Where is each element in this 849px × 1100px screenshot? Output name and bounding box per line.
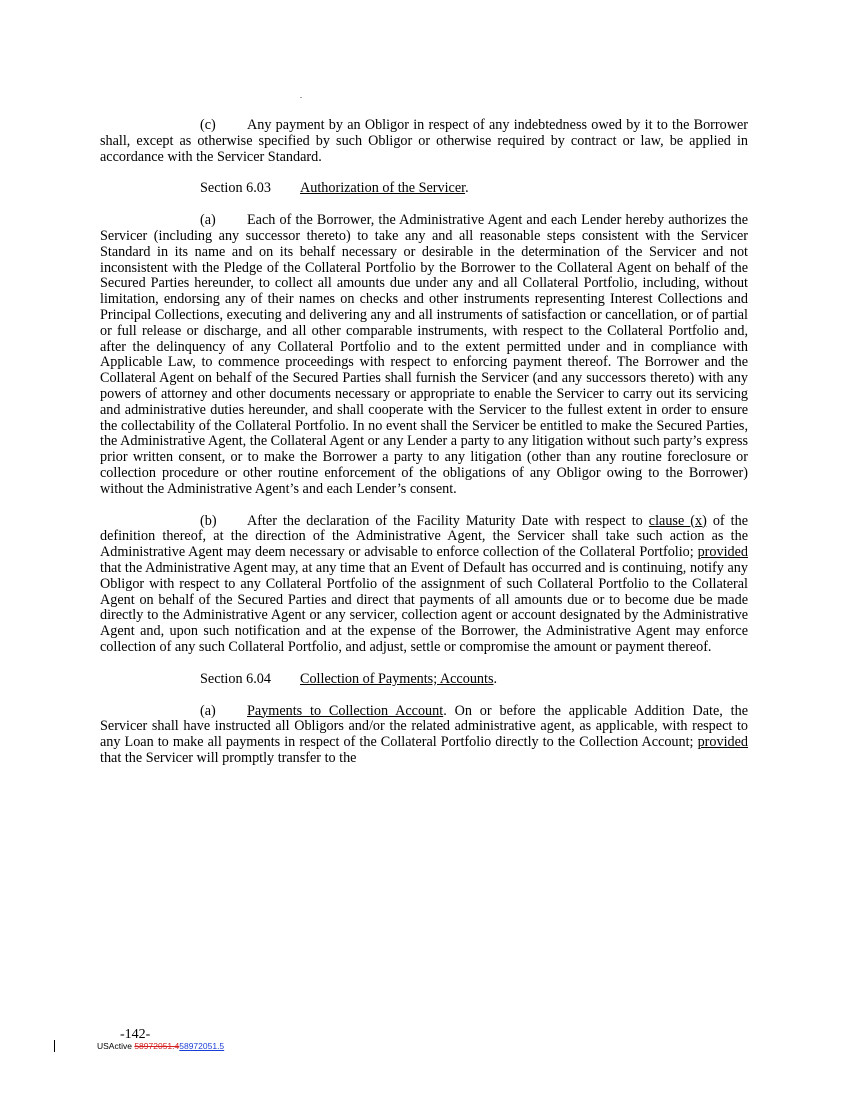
paragraph-c [100,118,748,165]
section-number: Section 6.03 [200,180,271,197]
page-number: -142- [120,1027,151,1042]
paragraph-6-03-a [100,213,748,497]
paragraph-text: Any payment by an Obligor in respect of any indebtedness owed by it to the Borrower shall, except as otherwise specified by such Obligor or otherwise required by contract or law, be applied in accordance with the Servicer Standard. [100,117,748,165]
doc-id-deleted: 58972051.4 [134,1041,180,1051]
paragraph-6-04-a: (a) Payments to Collection Account. On or before the applicable Addition Date, the Servicer shall have instructed all Obligors and/or the related administrative agent, as applicable, with respect to any Loan to make all payments in respect of the Collateral Portfolio directly to the Collection Account; provided that the Servicer will promptly transfer to the [100,702,748,766]
clause-reference: clause (x) [648,512,707,529]
revision-change-bar [54,1040,55,1052]
section-title: Collection of Payments; Accounts [300,670,494,687]
proviso-term: provided [697,544,748,561]
doc-id-prefix: USActive [97,1041,135,1051]
paragraph-subtitle: Payments to Collection Account [247,702,444,719]
section-number: Section 6.04 [200,670,271,687]
section-title: Authorization of the Servicer [300,180,466,197]
proviso-term: provided [697,734,748,751]
paragraph-label: (a) [200,702,216,719]
document-body [100,118,748,783]
stray-mark: . [300,91,302,100]
paragraph-text: Each of the Borrower, the Administrative Agent and each Lender hereby authorizes the Servicer (including any successor thereto) to take any and all reasonable steps consistent with the Servicer Standard in its name and on its behalf necessary or desirable in the determination of the Servicer and not inconsistent with the Pledge of the Collateral Portfolio by the Borrower to the Collateral Agent on behalf of the Secured Parties hereunder, to collect all amounts due under any and all Collateral Portfolio, including, without limitation, endorsing any of their names on checks and other instruments representing Interest Collections and Principal Collections, executing and delivering any and all instruments of satisfaction or cancellation, or of partial or full release or discharge, and all other comparable instruments, with respect to the Collateral Portfolio and, after the delinquency of any Collateral Portfolio and to the extent permitted under and in compliance with Applicable Law, to commence proceedings with respect to enforcing payment thereof. The Borrower and the Collateral Agent on behalf of the Secured Parties shall furnish the Servicer (and any successors thereto) with any powers of attorney and other documents necessary or appropriate to enable the Servicer to carry out its servicing and administrative duties hereunder, and shall cooperate with the Servicer to the fullest extent in order to ensure the collectability of the Collateral Portfolio. In no event shall the Servicer be entitled to make the Secured Parties, the Administrative Agent, the Collateral Agent or any Lender a party to any litigation without such party’s express prior written consent, or to make the Borrower a party to any litigation (other than any routine foreclosure or collection procedure or other routine enforcement of the obligations of any Obligor owing to the Borrower) without the Administrative Agent’s and each Lender’s consent. [100,212,748,497]
paragraph-6-03-b: (b) After the declaration of the Facility Maturity Date with respect to clause (x) of the definition thereof, at the direction of the Administrative Agent, the Servicer shall take such action as the Administrative Agent may deem necessary or advisable to enforce collection of the Collateral Portfolio; provided that the Administrative Agent may, at any time that an Event of Default has occurred and is continuing, notify any Obligor with respect to any Collateral Portfolio of the assignment of such Collateral Portfolio to the Collateral Agent on behalf of the Secured Parties and direct that payments of all amounts due or to become due be made directly to the Administrative Agent or any servicer, collection agent or account designated by the Administrative Agent and, upon such notification and at the expense of the Borrower, the Administrative Agent may enforce collection of any such Collateral Portfolio, and adjust, settle or compromise the amount or payment thereof. [100,512,748,655]
paragraph-label: (a) [200,212,216,229]
doc-id-inserted: 58972051.5 [179,1041,225,1051]
paragraph-label: (c) [200,117,216,133]
paragraph-label: (b) [200,512,217,529]
section-6-04-heading: Section 6.04 Collection of Payments; Accounts. [200,670,498,687]
document-id-footer [97,1041,224,1051]
section-6-03-heading: Section 6.03 Authorization of the Servicer. [200,180,469,197]
